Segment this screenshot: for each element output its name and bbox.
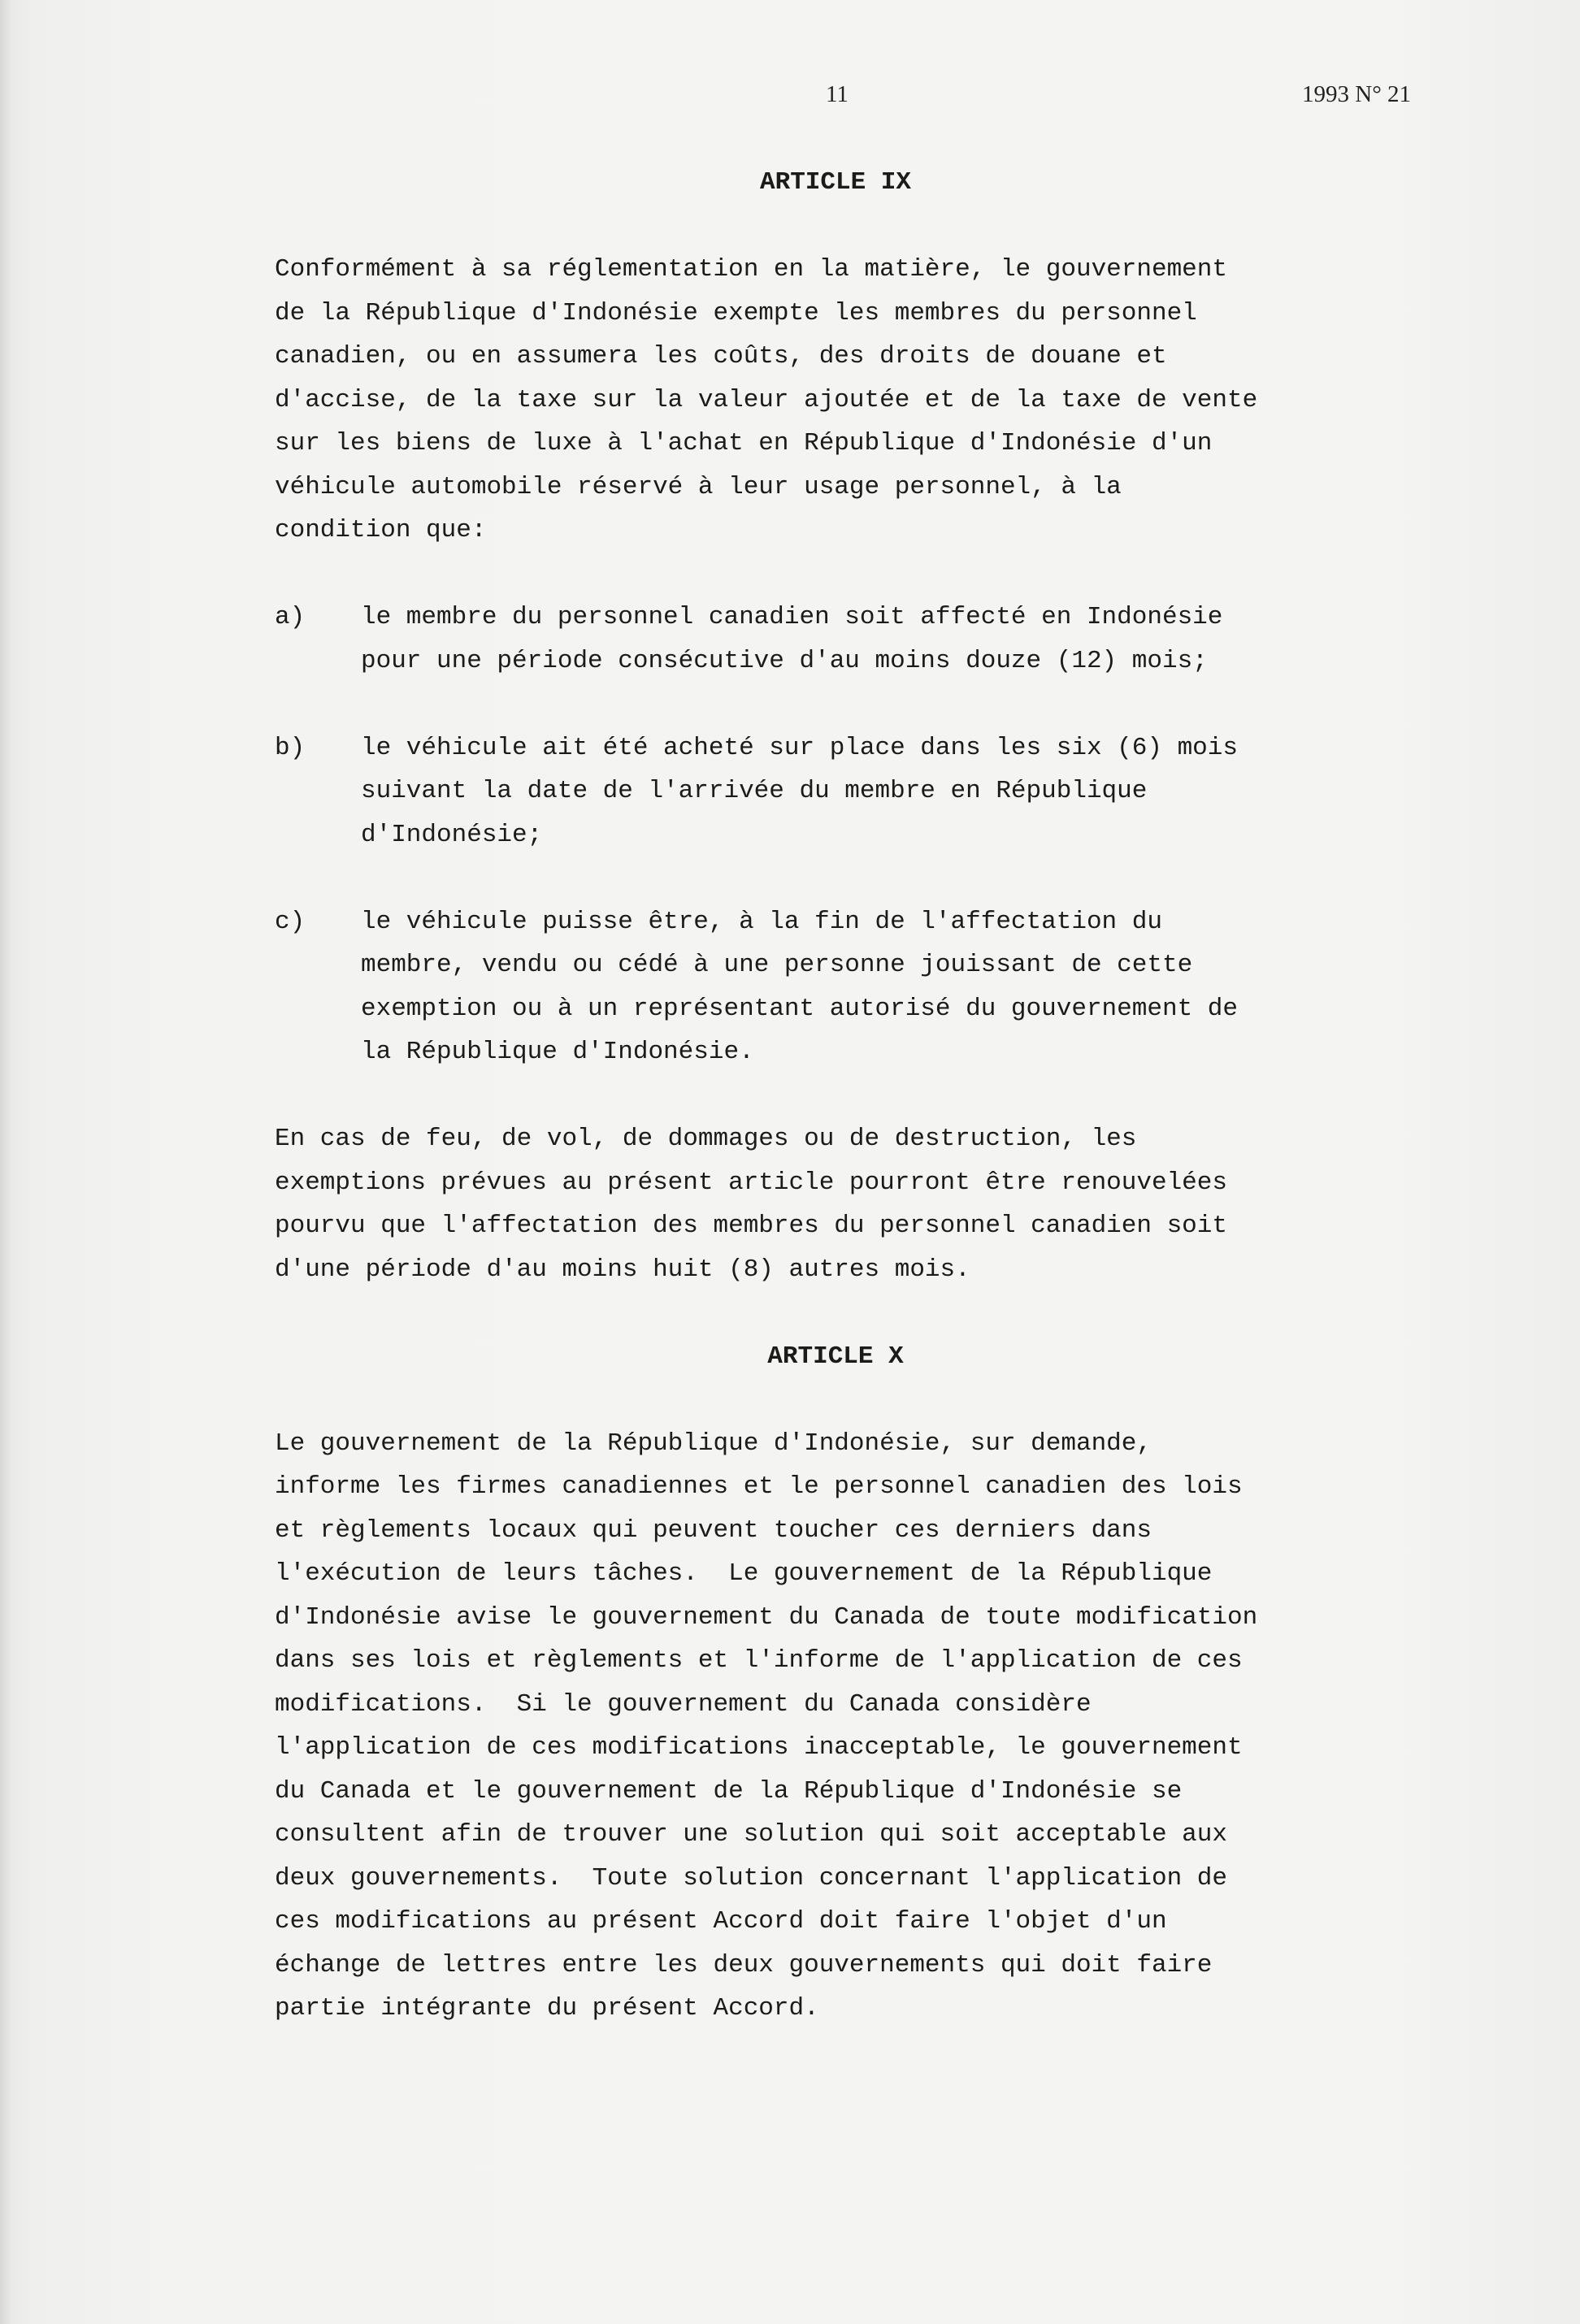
text-line: exemption ou à un représentant autorisé du gouvernement de [361,994,1238,1023]
document-body [275,161,1413,2031]
text-line: d'une période d'au moins huit (8) autres mois. [275,1255,970,1284]
text-line: informe les firmes canadiennes et le personnel canadien des lois [275,1472,1243,1501]
spacer [275,553,1413,596]
text-line: ces modifications au présent Accord doit faire l'objet d'un [275,1907,1167,1936]
spacer [275,1291,1413,1335]
article-x-body [275,1422,1413,2031]
spacer [275,856,1413,900]
text-line: pour une période consécutive d'au moins douze (12) mois; [361,646,1208,675]
spacer [275,1378,1413,1422]
list-item-label: b) [275,733,306,762]
text-line: canadien, ou en assumera les coûts, des droits de douane et [275,342,1167,371]
spacer [275,205,1413,249]
page-spine-shadow [0,0,11,2324]
text-line: modifications. Si le gouvernement du Canada considère [275,1689,1092,1719]
text-line: échange de lettres entre les deux gouvernements qui doit faire [275,1950,1213,1979]
page-number: 11 [826,81,849,107]
text-line: d'Indonésie avise le gouvernement du Canada de toute modification [275,1602,1258,1632]
list-item-label: a) [275,603,306,631]
text-line: le véhicule ait été acheté sur place dans les six (6) mois [361,733,1238,762]
text-line: et règlements locaux qui peuvent toucher ces derniers dans [275,1515,1152,1545]
issue-number: 1993 N° 21 [1302,81,1412,107]
text-line: exemptions prévues au présent article pourront être renouvelées [275,1168,1227,1197]
text-line: membre, vendu ou cédé à une personne jouissant de cette [361,951,1193,979]
text-line: suivant la date de l'arrivée du membre en République [361,777,1148,805]
text-line: pourvu que l'affectation des membres du personnel canadien soit [275,1212,1227,1240]
text-line: du Canada et le gouvernement de la République d'Indonésie se [275,1776,1183,1806]
text-line: Le gouvernement de la République d'Indonésie, sur demande, [275,1429,1152,1458]
article-x-heading: ARTICLE X [767,1342,904,1371]
article-ix-heading: ARTICLE IX [759,168,912,197]
text-line: l'application de ces modifications inacceptable, le gouvernement [275,1733,1243,1762]
list-item-c [275,900,1413,1074]
article-ix-intro [275,248,1413,553]
text-line: consultent afin de trouver une solution qui soit acceptable aux [275,1820,1227,1849]
text-line: l'exécution de leurs tâches. Le gouvernement de la République [275,1559,1213,1588]
text-line: le membre du personnel canadien soit affecté en Indonésie [361,603,1223,631]
text-line: sur les biens de luxe à l'achat en République d'Indonésie d'un [275,429,1213,457]
text-line: En cas de feu, de vol, de dommages ou de destruction, les [275,1125,1137,1153]
text-line: la République d'Indonésie. [361,1038,754,1066]
text-line: condition que: [275,516,487,544]
text-line: d'Indonésie; [361,820,543,849]
text-line: partie intégrante du présent Accord. [275,1994,819,2023]
list-item-a [275,596,1413,683]
text-line: d'accise, de la taxe sur la valeur ajoutée et de la taxe de vente [275,385,1258,414]
article-ix-closing [275,1117,1413,1291]
text-line: deux gouvernements. Toute solution concernant l'application de [275,1863,1227,1893]
text-line: Conformément à sa réglementation en la matière, le gouvernement [275,255,1227,284]
list-item-b [275,726,1413,857]
text-line: dans ses lois et règlements et l'informe de l'application de ces [275,1646,1243,1675]
spacer [275,1074,1413,1118]
list-item-label: c) [275,907,306,936]
text-line: véhicule automobile réservé à leur usage personnel, à la [275,472,1122,501]
spacer [275,683,1413,726]
page-header [0,81,1580,114]
text-line: de la République d'Indonésie exempte les membres du personnel [275,298,1197,327]
text-line: le véhicule puisse être, à la fin de l'affectation du [361,907,1162,936]
